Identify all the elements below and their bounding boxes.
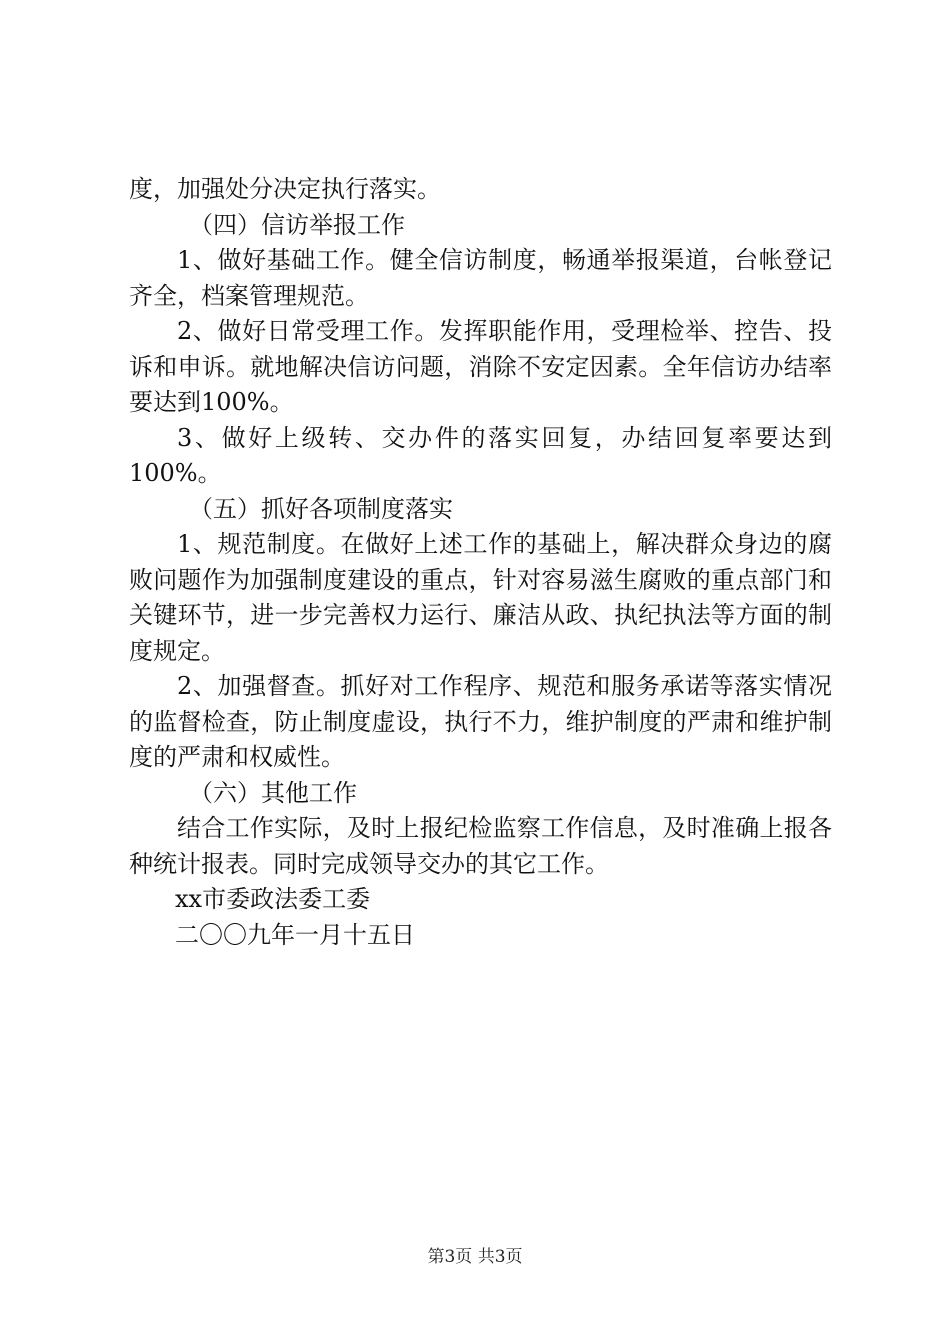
paragraph-item: 1、规范制度。在做好上述工作的基础上，解决群众身边的腐败问题作为加强制度建设的重点，针对容易滋生腐败的重点部门和关键环节，进一步完善权力运行、廉洁从政、执纪执法等方面的制度规定。: [129, 530, 832, 665]
document-body: [129, 172, 832, 953]
paragraph-continuation: 度，加强处分决定执行落实。: [129, 175, 441, 203]
section-heading-5: （五）抓好各项制度落实: [189, 494, 453, 523]
signature-organization: xx市委政法委工委: [175, 885, 371, 913]
section-heading-4: （四）信访举报工作: [189, 210, 405, 239]
paragraph-item: 1、做好基础工作。健全信访制度，畅通举报渠道，台帐登记齐全，档案管理规范。: [129, 246, 832, 310]
page-number-footer: 第3页 共3页: [427, 1247, 523, 1267]
paragraph-item: 3、做好上级转、交办件的落实回复，办结回复率要达到100%。: [129, 423, 832, 487]
paragraph-item: 2、做好日常受理工作。发挥职能作用，受理检举、控告、投诉和申诉。就地解决信访问题，消除不安定因素。全年信访办结率要达到100%。: [129, 317, 832, 416]
signature-date: 二〇〇九年一月十五日: [175, 920, 415, 949]
paragraph-item: 2、加强督查。抓好对工作程序、规范和服务承诺等落实情况的监督检查，防止制度虚设，执行不力，维护制度的严肃和维护制度的严肃和权威性。: [129, 672, 832, 771]
section-heading-6: （六）其他工作: [189, 778, 357, 807]
paragraph-item: 结合工作实际，及时上报纪检监察工作信息，及时准确上报各种统计报表。同时完成领导交办的其它工作。: [129, 814, 832, 878]
